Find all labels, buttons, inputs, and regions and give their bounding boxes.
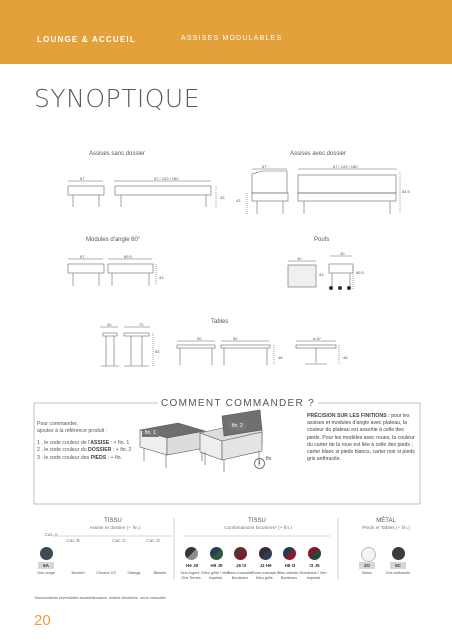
dim: 43	[220, 195, 225, 200]
swatch-code: 6A	[38, 562, 54, 569]
cat-d-label: Cat. D	[146, 539, 160, 544]
dim: 90	[197, 336, 202, 341]
seats-with-back-label: Assises avec dossier	[290, 151, 347, 157]
swatch-bicolor[interactable]	[283, 547, 296, 560]
tag-fin-feet: fin.	[266, 456, 273, 462]
swatch-bicolor[interactable]	[185, 547, 198, 560]
swatch-name: Chrome CS	[96, 571, 116, 575]
dim: 40	[297, 256, 302, 261]
poufs-label: Poufs	[314, 237, 330, 243]
swatch-bicolor[interactable]	[259, 547, 272, 560]
step-3: 3 . le code couleur des PIEDS : + fin.	[37, 454, 122, 461]
how-to-order-title: COMMENT COMMANDER ?	[158, 398, 318, 409]
intro-line: Pour commander,	[37, 421, 78, 427]
dim: 48	[343, 355, 348, 360]
swatch-name: Vison marsala / Bordeaux	[226, 571, 254, 580]
swatch-name: Bleu céleste / Bordeaux	[277, 571, 301, 580]
dim: 67	[80, 176, 85, 181]
section-title: LOUNGE & ACCUEIL	[37, 35, 136, 44]
dim: ø 87	[313, 336, 322, 341]
step-2: 2 . le code couleur du DOSSIER : + fin. 2	[37, 447, 132, 454]
dim: 67	[80, 254, 85, 259]
metal-subtitle: Pieds et Tables (+ fin.)	[362, 526, 410, 531]
swatch-name: Gris Argent / Gris Ternes	[180, 571, 202, 580]
tables-label: Tables	[211, 319, 229, 325]
swatch-name: Prune marsala / Bleu grille	[251, 571, 278, 580]
swatch-gris-anthracite[interactable]	[392, 547, 405, 560]
step-1: 1 . le code couleur de l'ASSISE : + fin. 1	[37, 439, 130, 446]
corner-modules-label: Modules d'angle 60°	[86, 237, 141, 243]
dim: 48	[278, 355, 283, 360]
dim: 83	[155, 349, 160, 354]
dim: 72	[139, 322, 144, 327]
swatch-name: Biblebe	[153, 571, 167, 575]
swatch-name: Gallega	[127, 571, 141, 575]
swatch-code: 2O	[359, 562, 375, 569]
dim: 84.5	[402, 189, 410, 194]
fabric-single-title: TISSU	[104, 518, 122, 524]
page-number: 20	[34, 612, 51, 629]
swatch-name: Blanc	[362, 571, 372, 575]
dim: 43	[236, 198, 241, 203]
dim: 89.5	[356, 270, 364, 275]
dim: 67 / 120 / 180	[154, 176, 179, 181]
cat-c-label: Cat. C	[112, 539, 126, 544]
swatch-code: J3 H9	[257, 562, 275, 569]
fabric-two-title: TISSU	[248, 518, 266, 524]
swatch-code: I3 J9	[306, 562, 324, 569]
dim: 43	[319, 272, 324, 277]
dim: 67 / 120 / 180	[333, 164, 358, 169]
tag-fin-2: fin. 2	[229, 422, 246, 430]
swatch-name: Bleu grille / Vert impérial	[202, 571, 229, 580]
swatch-code: H6 J8	[183, 562, 201, 569]
cat-a-label: Cat. A	[44, 533, 58, 538]
dim: 89.5	[124, 254, 132, 259]
swatch-bicolor[interactable]	[234, 547, 247, 560]
fabric-two-subtitle: Combinaisons bicolores* (+ fin.)	[224, 526, 292, 531]
swatch-gris-orage[interactable]	[40, 547, 53, 560]
tag-fin-1: fin. 1	[142, 429, 159, 437]
intro-line: ajoutez à la référence produit :	[37, 428, 108, 435]
swatch-name: Gris anthracite	[385, 571, 411, 575]
swatch-bicolor[interactable]	[210, 547, 223, 560]
feet-marker-icon: 1	[254, 458, 265, 469]
swatch-code: 5C	[390, 562, 406, 569]
dim: 40	[107, 322, 112, 327]
seats-no-back-label: Assises sans dossier	[89, 151, 146, 157]
dim: 40	[340, 251, 345, 256]
swatch-code: J6 I3	[232, 562, 250, 569]
swatch-code: H8 I3	[281, 562, 299, 569]
page-title: SYNOPTIQUE	[34, 84, 201, 113]
dim: 67	[262, 164, 267, 169]
swatch-code: H9 J9	[208, 562, 226, 569]
cat-b-label: Cat. B	[66, 539, 80, 544]
metal-title: MÉTAL	[376, 518, 396, 524]
fabric-single-subtitle: Assise et dossier (+ fin.)	[89, 526, 141, 531]
swatch-blanc[interactable]	[361, 547, 376, 562]
swatch-name: Gris orage	[37, 571, 55, 575]
footnote: *Associations réversibles assise/dossiers. Autres bicolores, nous consulter.	[34, 595, 167, 600]
swatch-name: Bonded	[71, 571, 85, 575]
dim: 50	[233, 336, 238, 341]
finishes-precision: PRÉCISION SUR LES FINITIONS : pour les assises et modules d'angle avec plateau, la couleur du plateau est assortie à celle des pieds. Pour les modèles avec roues, la couleur du carter de la roue est liée à celle des pieds ; carter blanc si pieds blancs, carter noir si pieds gris anthracite.	[307, 413, 415, 463]
subsection-title: ASSISES MODULABLES	[181, 35, 283, 42]
swatch-bicolor[interactable]	[308, 547, 321, 560]
dim: 43	[159, 275, 164, 280]
swatch-name: Bordeaux / Vert impérial	[300, 571, 327, 580]
